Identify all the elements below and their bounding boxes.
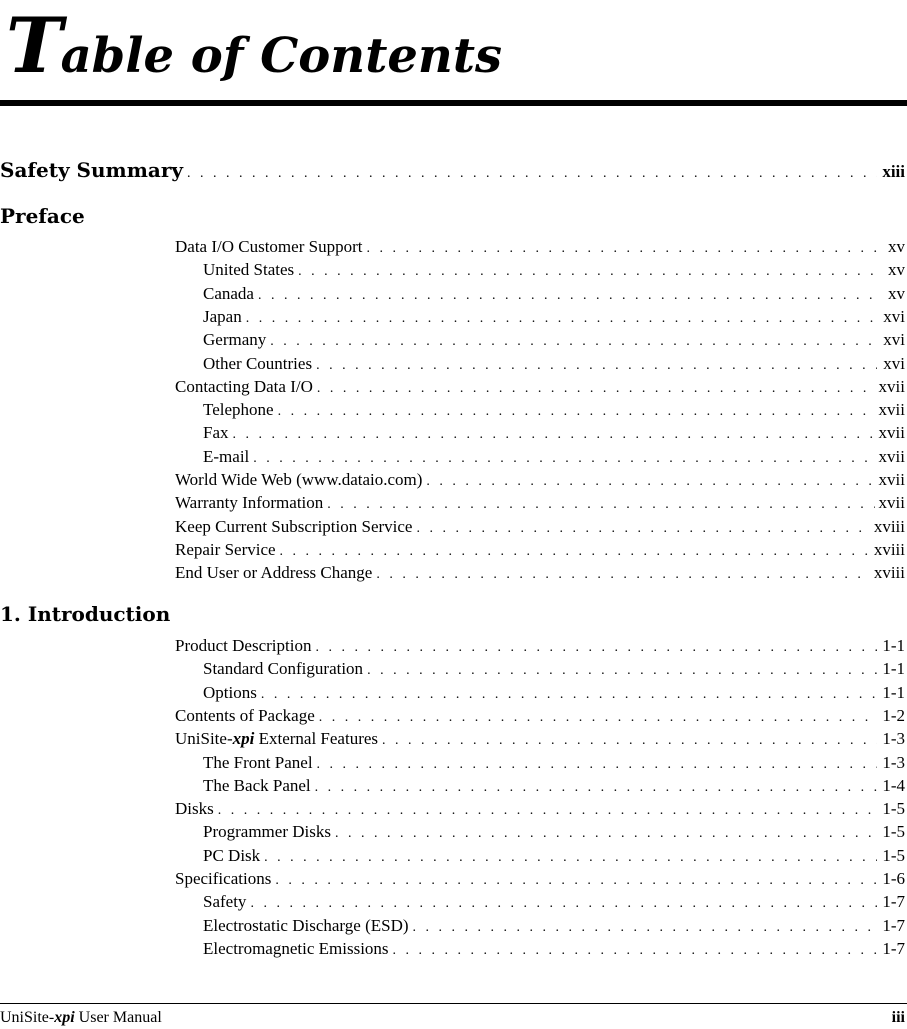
toc-leader-dots [382, 730, 877, 752]
toc-leader-dots [327, 494, 874, 516]
toc-leader-dots [246, 308, 877, 330]
toc-leader-dots [280, 541, 870, 563]
footer-manual-prefix: UniSite- [0, 1009, 55, 1026]
toc-leader-dots [258, 285, 877, 307]
footer-manual-title [0, 1008, 162, 1028]
toc-entry[interactable] [175, 376, 907, 400]
toc-entry[interactable] [203, 682, 907, 706]
toc-entry[interactable] [175, 728, 907, 752]
toc-entry-label: Fax [203, 423, 229, 443]
toc-entry-label: Safety Summary [0, 158, 183, 182]
toc-entry-label: Disks [175, 799, 214, 819]
toc-entry-label: End User or Address Change [175, 563, 373, 583]
page-title [6, 1, 503, 90]
toc-entry-page: xvii [878, 423, 905, 443]
toc-entry-label: Japan [203, 306, 242, 326]
toc-entry-label: E-mail [203, 446, 250, 466]
toc-entry-page: xvii [878, 400, 905, 420]
toc-leader-dots [261, 684, 877, 706]
toc-leader-dots [376, 564, 869, 586]
toc-entry-page: 1-5 [882, 799, 905, 819]
toc-entry-page: 1-2 [882, 705, 905, 725]
toc-entry-label: Electrostatic Discharge (ESD) [203, 915, 409, 935]
toc-leader-dots [413, 917, 877, 939]
toc-entry-page: xviii [873, 563, 905, 583]
toc-entry[interactable] [203, 775, 907, 799]
toc-leader-dots [218, 800, 877, 822]
toc-leader-dots [315, 637, 877, 659]
toc-entry-label: The Front Panel [203, 752, 313, 772]
toc-entry-label: Specifications [175, 869, 272, 888]
toc-entry-label: Electromagnetic Emissions [203, 938, 389, 958]
toc-entry-label: Standard Configuration [203, 659, 364, 679]
toc-entry-page: xviii [873, 516, 905, 536]
toc-entry-label: Data I/O Customer Support [175, 237, 363, 256]
toc-entry-page: xv [888, 237, 905, 256]
toc-entry[interactable] [203, 752, 907, 776]
toc-entry-page: xvi [883, 306, 905, 326]
toc-entry-page: xvii [878, 376, 905, 396]
toc-entry-safety-summary[interactable] [0, 159, 907, 185]
toc-entry-label: Warranty Information [175, 493, 324, 513]
toc-entry-page: xvi [883, 330, 905, 350]
toc-entry-label: Contacting Data I/O [175, 376, 313, 396]
toc-entry[interactable] [203, 821, 907, 845]
title-rule [0, 100, 907, 106]
toc-entry[interactable] [203, 353, 907, 377]
toc-entry-label-suffix: External Features [254, 729, 379, 749]
toc-entry-page: 1-6 [882, 869, 905, 888]
toc-entry-label: United States [203, 260, 295, 280]
toc-entry-page: 1-7 [882, 892, 905, 912]
toc-entry-page: xvii [878, 446, 905, 466]
toc-entry[interactable] [175, 516, 907, 540]
toc-entry-label: Options [203, 682, 257, 702]
toc-leader-dots [275, 870, 877, 892]
toc-leader-dots [187, 163, 877, 185]
footer-manual-suffix: User Manual [74, 1009, 162, 1026]
toc-leader-dots [366, 238, 877, 260]
toc-entry-page: 1-1 [882, 636, 905, 655]
toc-entry[interactable] [203, 845, 907, 869]
toc-entry-page: 1-5 [882, 845, 905, 865]
toc-entry-page: xvii [878, 470, 905, 489]
footer-manual-italic: xpi [54, 1009, 75, 1026]
section-heading-introduction: 1. Introduction [0, 602, 171, 626]
page-title-initial: T [6, 1, 63, 90]
toc-entry-label: Canada [203, 283, 254, 303]
toc-entry[interactable] [203, 446, 907, 470]
toc-leader-dots [317, 378, 875, 400]
toc-entry-page: 1-7 [882, 915, 905, 935]
toc-entry[interactable] [175, 798, 907, 822]
footer-rule [0, 1003, 907, 1004]
toc-entry-page: xv [888, 260, 905, 280]
page-title-rest: able of Contents [60, 28, 503, 84]
toc-entry-label: The Back Panel [203, 775, 311, 795]
toc-entry[interactable] [203, 306, 907, 330]
toc-entry-page: 1-5 [882, 822, 905, 842]
toc-entry-page: 1-3 [882, 752, 905, 772]
toc-entry[interactable] [203, 891, 907, 915]
toc-entry-page: xviii [873, 539, 905, 559]
toc-entry-label: Safety [203, 892, 247, 912]
toc-leader-dots [270, 331, 877, 353]
toc-leader-dots [426, 471, 874, 493]
toc-entry[interactable] [175, 868, 907, 892]
toc-entry[interactable] [175, 469, 907, 493]
toc-entry-label: Germany [203, 330, 267, 350]
toc-entry-label: Programmer Disks [203, 822, 331, 842]
toc-entry-label: Contents of Package [175, 705, 315, 725]
toc-leader-dots [233, 424, 875, 446]
toc-entry[interactable] [203, 938, 907, 962]
toc-leader-dots [298, 261, 877, 283]
toc-entry-label: Keep Current Subscription Service [175, 516, 413, 536]
toc-leader-dots [317, 754, 877, 776]
toc-entry[interactable] [175, 705, 907, 729]
toc-entry-page: 1-1 [882, 682, 905, 702]
toc-entry[interactable] [203, 283, 907, 307]
toc-entry-label-italic: xpi [232, 729, 255, 749]
toc-entry[interactable] [175, 236, 907, 260]
toc-entry-label [175, 728, 378, 750]
toc-entry-page: xvii [878, 493, 905, 513]
toc-leader-dots [253, 448, 874, 470]
toc-entry[interactable] [203, 658, 907, 682]
toc-entry-page: xv [888, 283, 905, 303]
toc-leader-dots [250, 893, 877, 915]
section-heading-preface: Preface [0, 204, 85, 228]
toc-entry[interactable] [203, 329, 907, 353]
toc-entry-label: Other Countries [203, 353, 313, 373]
toc-entry[interactable] [175, 562, 907, 586]
toc-leader-dots [367, 660, 877, 682]
toc-leader-dots [393, 940, 877, 962]
toc-entry-page: 1-4 [882, 775, 905, 795]
toc-leader-dots [315, 777, 877, 799]
page-footer [0, 1008, 907, 1028]
toc-entry-label-prefix: UniSite- [175, 729, 233, 749]
toc-leader-dots [416, 518, 869, 540]
toc-entry[interactable] [175, 635, 907, 659]
toc-entry[interactable] [203, 422, 907, 446]
toc-entry-label: Product Description [175, 636, 312, 655]
toc-entry[interactable] [203, 399, 907, 423]
toc-leader-dots [264, 847, 877, 869]
toc-entry-page: 1-3 [882, 729, 905, 749]
toc-entry-label: Repair Service [175, 539, 276, 559]
toc-entry[interactable] [175, 539, 907, 563]
toc-entry-page: 1-7 [882, 938, 905, 958]
toc-entry-label: Telephone [203, 400, 274, 420]
footer-page-number: iii [891, 1009, 905, 1026]
toc-entry[interactable] [203, 259, 907, 283]
toc-leader-dots [278, 401, 875, 423]
toc-entry-label: World Wide Web (www.dataio.com) [175, 470, 423, 489]
toc-entry-page: 1-1 [882, 659, 905, 679]
toc-entry[interactable] [175, 492, 907, 516]
toc-leader-dots [335, 823, 877, 845]
toc-leader-dots [319, 707, 877, 729]
toc-entry-label: PC Disk [203, 845, 261, 865]
toc-entry[interactable] [203, 915, 907, 939]
toc-leader-dots [316, 355, 877, 377]
toc-entry-page: xvi [883, 353, 905, 373]
toc-entry-page: xiii [882, 162, 905, 181]
